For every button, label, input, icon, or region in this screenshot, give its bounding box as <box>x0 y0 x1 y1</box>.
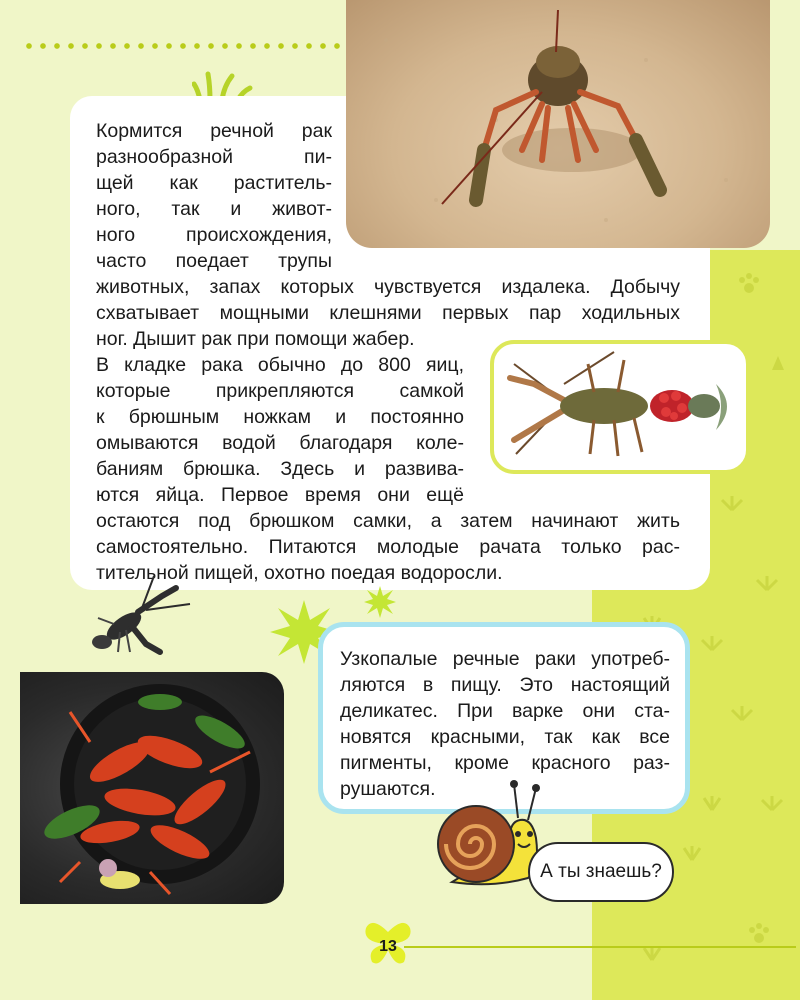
text-line: остаются под брюшком самки, а затем начинают жить <box>96 510 680 532</box>
text-line: ног. Дышит рак при помощи жабер. <box>96 328 415 350</box>
page-number: 13 <box>379 938 397 955</box>
main-text-part1 <box>96 118 332 274</box>
text-line: деликатес. При варке они ста- <box>340 700 670 722</box>
text-line: баниям брюшка. Здесь и развива- <box>96 458 464 480</box>
small-crayfish-icon <box>84 574 194 660</box>
text-line: рушаются. <box>340 778 436 800</box>
text-line: щей как раститель- <box>96 172 332 194</box>
text-line: пигменты, кроме красного раз- <box>340 752 670 774</box>
main-text-part2 <box>96 274 680 352</box>
text-line: которые прикрепляются самкой <box>96 380 464 402</box>
text-line: омываются водой благодаря коле- <box>96 432 464 454</box>
text-line: ного происхождения, <box>96 224 332 246</box>
text-line: ются яйца. Первое время они ещё <box>96 484 464 506</box>
main-text-part3 <box>96 352 464 508</box>
text-line: Узкопалые речные раки употреб- <box>340 648 670 670</box>
dotted-divider <box>22 42 352 50</box>
text-line: животных, запах которых чувствуется издалека. Добычу <box>96 276 680 298</box>
crayfish-icon <box>346 0 770 248</box>
boiled-crayfish-photo <box>20 672 284 904</box>
text-line: часто поедает трупы <box>96 250 332 272</box>
footer-rule <box>404 946 796 948</box>
text-line: новятся красными, так как все <box>340 726 670 748</box>
crayfish-with-eggs-photo <box>490 340 750 474</box>
text-line: ного, так и живот- <box>96 198 332 220</box>
text-line: схватывает мощными клешнями первых пар ходильных <box>96 302 680 324</box>
crayfish-on-sand-photo <box>346 0 770 248</box>
snail-mascot-icon <box>432 778 542 892</box>
crayfish-eggs-icon <box>494 344 746 470</box>
text-line: разнообразной пи- <box>96 146 332 168</box>
text-line: ляются в пищу. Это настоящий <box>340 674 670 696</box>
crayfish-plate-icon <box>20 672 284 904</box>
text-line: Кормится речной рак <box>96 120 332 142</box>
question-speech-box: А ты знаешь? <box>528 842 674 902</box>
green-splat-small-icon <box>362 584 398 620</box>
text-line: к брюшным ножкам и постоянно <box>96 406 464 428</box>
text-line: В кладке рака обычно до 800 яиц, <box>96 354 464 376</box>
text-line: тительной пищей, охотно поедая водоросли. <box>96 562 503 584</box>
text-line: самостоятельно. Питаются молодые рачата только рас- <box>96 536 680 558</box>
